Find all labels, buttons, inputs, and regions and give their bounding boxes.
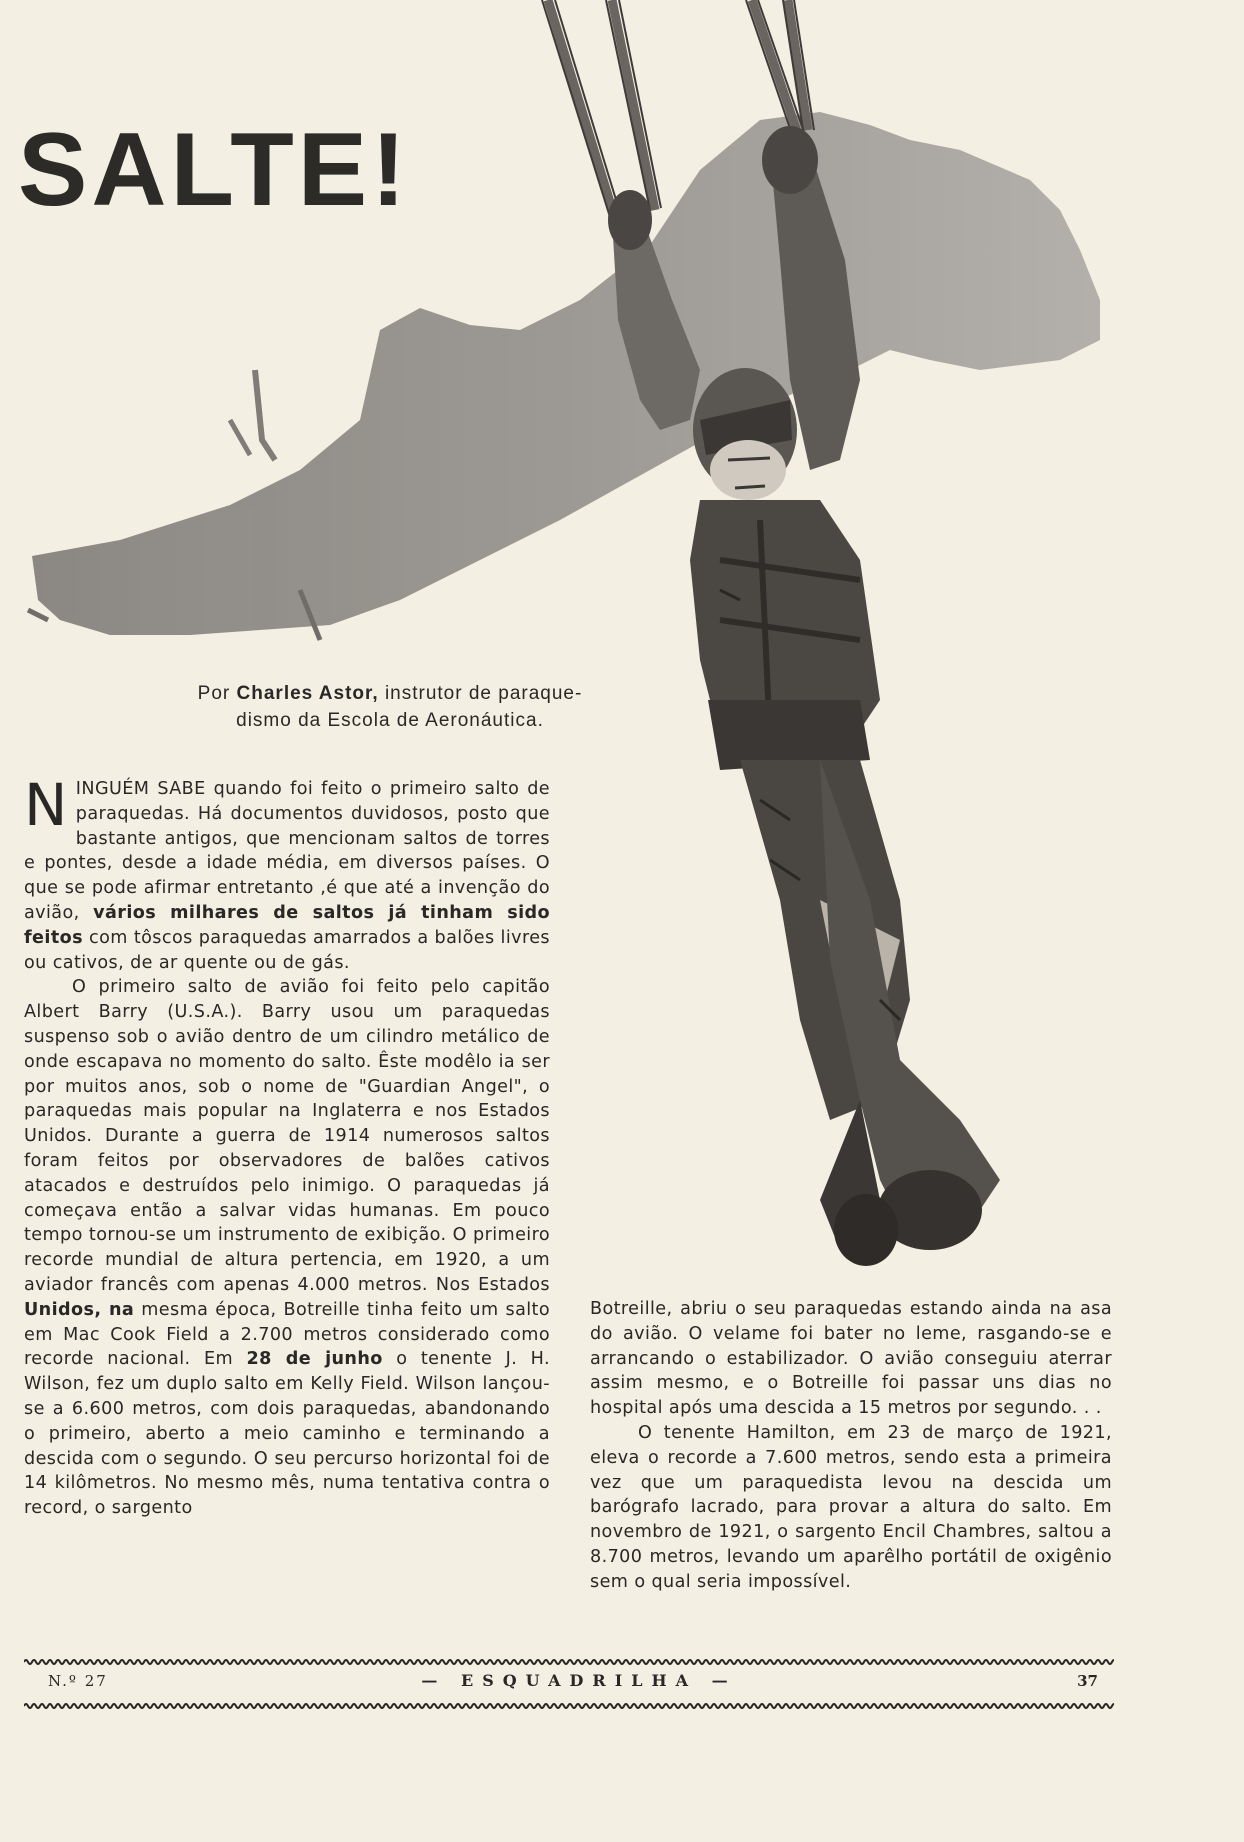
p2-bold-1: Unidos, na bbox=[24, 1299, 135, 1320]
p1-text-b: com tôscos paraquedas amarrados a balões livres ou cativos, de ar quente ou de gás. bbox=[24, 927, 550, 973]
footer-wavy-rule-bottom bbox=[24, 1702, 1114, 1710]
p2-text-a: O primeiro salto de avião foi feito pelo capitão Albert Barry (U.S.A.). Barry usou um paraquedas suspenso sob o avião dentro de um cilindro metálico de onde escapava no momento do salto. Êste modêlo ia ser por muitos anos, sob o nome de "Guardian Angel", o paraquedas mais popular na Inglaterra e nos Estados Unidos. Durante a guerra de 1914 numerosos saltos foram feitos por observadores de balões cativos atacados e destruídos pelo inimigo. O paraquedas já começava então a salvar vidas humanas. Em pouco tempo tornou-se um instrumento de exibição. O primeiro recorde mundial de altura pertencia, em 1920, a um aviador francês com apenas 4.000 metros. Nos Estados bbox=[24, 977, 550, 1295]
dropcap: N bbox=[24, 771, 68, 839]
magazine-name: — ESQUADRILHA — bbox=[421, 1671, 737, 1690]
p2-text-b: mesma época, Botreille tinha feito um salto em Mac Cook Field a 2.700 metros considerado como recorde nacional. Em bbox=[24, 1299, 551, 1370]
left-column bbox=[24, 771, 551, 1521]
byline-prefix: Por bbox=[197, 683, 231, 704]
paragraph-4: O tenente Hamilton, em 23 de março de 1921, eleva o recorde a 7.600 metros, sendo esta a primeira vez que um paraquedista levou na descida um barógrafo lacrado, para provar a altura do salto. Em novembro de 1921, o sargento Encil Chambres, saltou a 8.700 metros, levando um aparêlho portátil de oxigênio sem o qual seria impossível. bbox=[590, 1422, 1112, 1592]
p2-bold-2: 28 de junho bbox=[246, 1349, 383, 1370]
p1-bold: vários milhares de saltos já tinham sido feitos bbox=[24, 902, 550, 948]
byline bbox=[150, 680, 630, 734]
issue-number: N.º 27 bbox=[48, 1672, 108, 1690]
right-column bbox=[590, 1297, 1112, 1595]
paragraph-3: Botreille, abriu o seu paraquedas estando ainda na asa do avião. O velame foi bater no leme, rasgando-se e arrancando o estabilizador. O avião conseguiu aterrar assim mesmo, e o Botreille foi passar uns dias no hospital após uma descida a 15 metros por segundo. . . bbox=[590, 1299, 1112, 1419]
footer-wavy-rule-top bbox=[24, 1658, 1114, 1666]
paragraph-1 bbox=[24, 771, 550, 975]
p1-text-a: INGUÉM SABE quando foi feito o primeiro salto de paraquedas. Há documentos duvidosos, posto que bastante antigos, que mencionam saltos de torres e pontes, desde a idade média, em diversos países. O que se pode afirmar entretanto ,é que até a invenção do avião, bbox=[24, 779, 550, 923]
byline-role-1: instrutor de paraque- bbox=[384, 683, 583, 704]
byline-role-2: dismo da Escola de Aeronáutica. bbox=[236, 710, 544, 731]
byline-author: Charles Astor, bbox=[236, 683, 379, 704]
paragraph-2 bbox=[24, 975, 550, 1521]
page-number: 37 bbox=[1077, 1672, 1098, 1690]
page-footer bbox=[24, 1658, 1114, 1716]
p2-text-c: o tenente J. H. Wilson, fez um duplo salto em Kelly Field. Wilson lançou-se a 6.600 metros, com dois paraquedas, abandonando o primeiro, aberto a meio caminho e terminando a descida com o segundo. O seu percurso horizontal foi de 14 kilômetros. No mesmo mês, numa tentativa contra o record, o sargento bbox=[24, 1349, 550, 1519]
article-title: SALTE! bbox=[18, 112, 410, 228]
